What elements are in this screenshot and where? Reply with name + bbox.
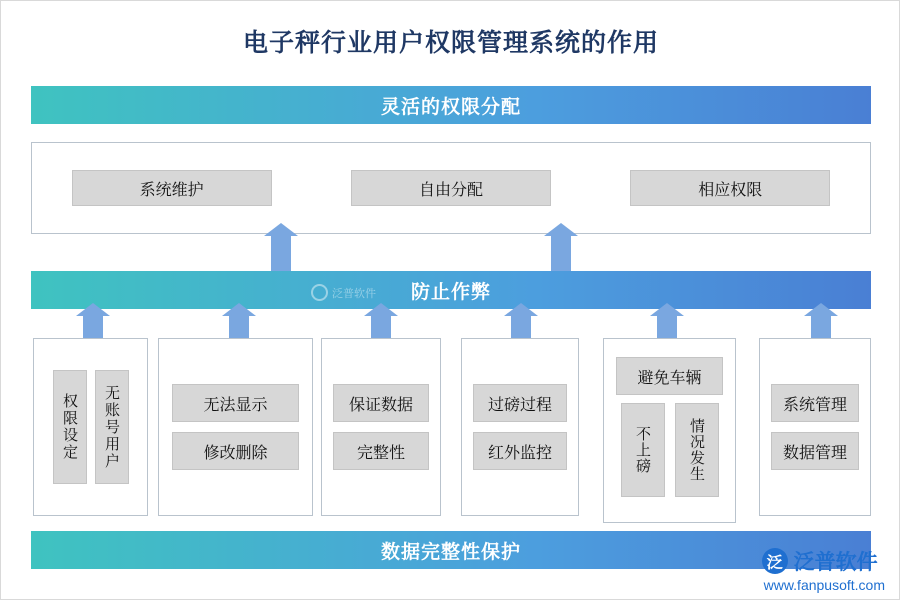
column-guarantee-data bbox=[321, 338, 441, 516]
chip-guarantee-data: 保证数据 bbox=[333, 384, 428, 422]
brand-mark-icon: 泛 bbox=[762, 548, 788, 574]
arrow-up-left bbox=[271, 235, 291, 271]
chip-cannot-display: 无法显示 bbox=[172, 384, 298, 422]
arrow-up-right bbox=[551, 235, 571, 271]
sub-row-avoid-vehicle bbox=[610, 403, 729, 497]
page-title: 电子秤行业用户权限管理系统的作用 bbox=[242, 30, 659, 57]
chip-permission-setting: 权限设定 bbox=[53, 370, 87, 484]
watermark-mark-icon bbox=[311, 284, 328, 301]
brand-url: www.fanpusoft.com bbox=[763, 577, 885, 593]
column-avoid-vehicle bbox=[603, 338, 736, 523]
chip-modify-delete: 修改删除 bbox=[172, 432, 298, 470]
column-permission-setting bbox=[33, 338, 148, 516]
band-prevent-cheating: 防止作弊 bbox=[31, 271, 871, 309]
chip-no-account-user: 无账号用户 bbox=[95, 370, 129, 484]
column-system-management bbox=[759, 338, 871, 516]
column-weighing-process bbox=[461, 338, 579, 516]
watermark-text: 泛普软件 bbox=[332, 287, 376, 300]
top-panel bbox=[31, 142, 871, 234]
chip-integrity: 完整性 bbox=[333, 432, 428, 470]
chip-system-management: 系统管理 bbox=[771, 384, 859, 422]
brand-logo bbox=[762, 546, 885, 593]
chip-weighing-process: 过磅过程 bbox=[473, 384, 567, 422]
chip-situation-occurs: 情况发生 bbox=[675, 403, 719, 497]
brand-logo-row bbox=[762, 546, 878, 576]
band-flexible-permission: 灵活的权限分配 bbox=[31, 86, 871, 124]
chip-free-allocation: 自由分配 bbox=[351, 170, 551, 206]
chip-infrared-monitoring: 红外监控 bbox=[473, 432, 567, 470]
chip-corresponding-permission: 相应权限 bbox=[630, 170, 830, 206]
chip-system-maintenance: 系统维护 bbox=[72, 170, 272, 206]
column-cannot-display bbox=[158, 338, 313, 516]
chip-not-on-scale: 不上磅 bbox=[621, 403, 665, 497]
band-data-integrity-protection: 数据完整性保护 bbox=[31, 531, 871, 569]
watermark-logo bbox=[311, 284, 376, 301]
chip-data-management: 数据管理 bbox=[771, 432, 859, 470]
brand-name: 泛普软件 bbox=[793, 550, 878, 574]
chip-avoid-vehicle: 避免车辆 bbox=[616, 357, 723, 395]
